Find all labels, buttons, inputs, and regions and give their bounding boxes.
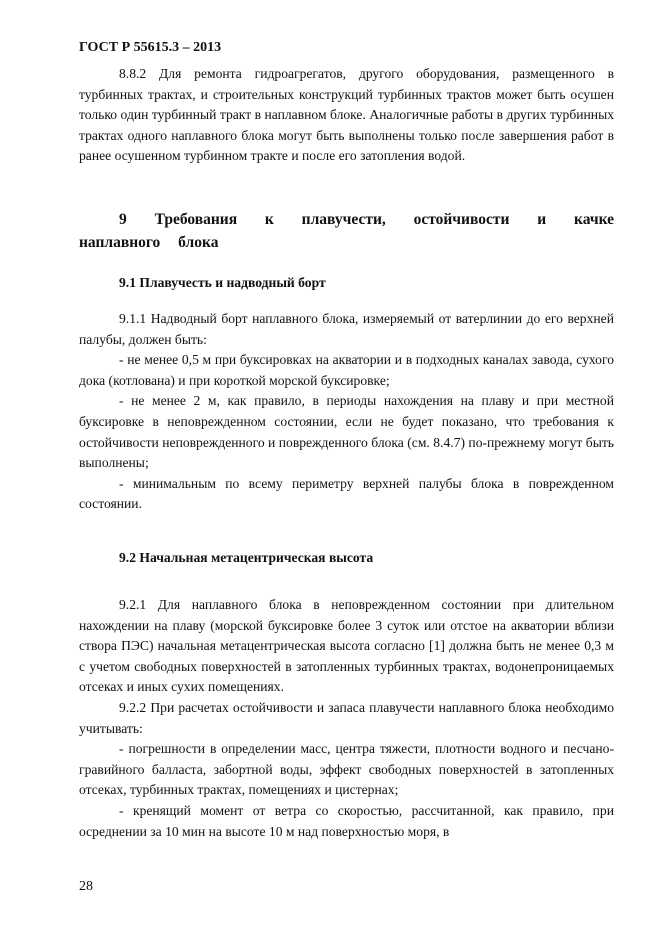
subsection-9-2-text [79,595,614,842]
paragraph-8-8-2: 8.8.2 Для ремонта гидроагрегатов, другого оборудования, размещенного в турбинных трактах, и строительных конструкций турбинных трактов может быть осушен только один турбинный тракт в наплавном блоке. Аналогичные работы в других турбинных трактах одного наплавного блока могут быть выполнены только после завершения работ в ранее осушенном турбинном тракте и после его затопления водой. [79,66,614,164]
paragraph-9-1-1: 9.1.1 Надводный борт наплавного блока, измеряемый от ватерлинии до его верхней палубы, должен быть: [79,311,614,347]
subsection-9-2-heading: 9.2 Начальная метацентрическая высота [119,550,374,565]
subsection-9-1-heading: 9.1 Плавучесть и надводный борт [119,275,326,290]
section-9-heading: 9 Требования к плавучести, остойчивости и качке наплавного блока [79,211,614,251]
subsection-9-1-text [79,309,614,515]
list-item-freeboard-2m: - не менее 2 м, как правило, в периоды нахождения на плаву и при местной буксировке в неповрежденном состоянии, если не будет показано, что требования к остойчивости неповрежденного и поврежденного блока (см. 8.4.7) по-прежнему могут быть выполнены; [79,393,614,471]
list-item-freeboard-minimal: - минимальным по всему периметру верхней палубы блока в поврежденном состоянии. [79,475,614,512]
page-number: 28 [79,879,93,894]
list-item-wind-moment: - кренящий момент от ветра со скоростью, рассчитанной, как правило, при осреднении за 10 мин на высоте 10 м над поверхностью моря, в [79,802,614,839]
paragraph-9-2-1: 9.2.1 Для наплавного блока в неповрежденном состоянии при длительном нахождении на плаву (морской буксировке более 3 суток или отстое на акватории вблизи створа ПЭС) начальная метацентрическая высота согласно [1] должна быть не менее 0,3 м с учетом свободных поверхностей в затопленных турбинных трактах, водонепроницаемых отсеках и иных сухих помещениях. [79,597,614,695]
paragraph-9-2-2: 9.2.2 При расчетах остойчивости и запаса плавучести наплавного блока необходимо учитывать: [79,699,614,736]
list-item-freeboard-0-5m: - не менее 0,5 м при буксировках на акватории и в подходных каналах завода, сухого дока (котлована) и при короткой морской буксировке; [79,352,614,388]
list-item-errors: - погрешности в определении масс, центра тяжести, плотности водного и песчано-гравийного балласта, забортной воды, эффект свободных поверхностей в затопленных отсеках, турбинных трактах, помещениях и цистернах; [79,741,614,798]
section-8-8-2-text [79,64,614,167]
document-header: ГОСТ Р 55615.3 – 2013 [79,40,222,55]
